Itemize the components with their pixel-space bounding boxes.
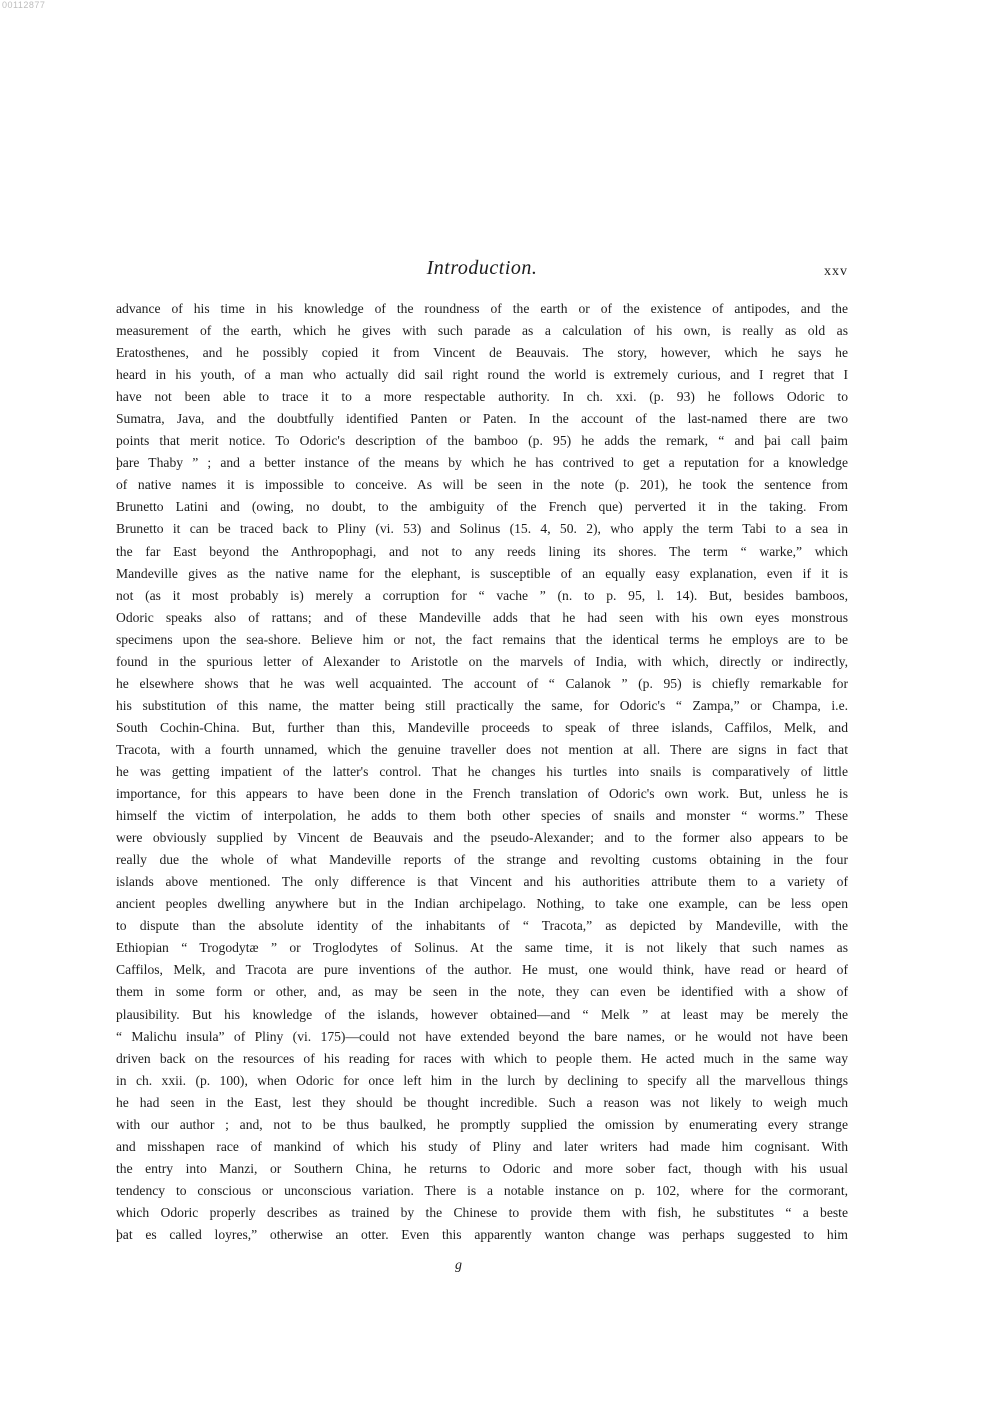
page-number: xxv: [824, 264, 848, 279]
text-line: Eratosthenes, and he possibly copied it from Vincent de Beauvais. The story, however, which he says he: [116, 345, 848, 361]
text-line: points that merit notice. To Odoric's description of the bamboo (p. 95) he adds the remark, “ and þai call þaim: [116, 433, 848, 449]
text-line: and misshapen race of mankind of which his study of Pliny and later writers had made him cognisant. With: [116, 1138, 848, 1154]
text-line: Ethiopian “ Trogodytæ ” or Troglodytes of Solinus. At the same time, it is not likely that such names as: [116, 940, 848, 956]
text-line: in ch. xxii. (p. 100), when Odoric for once left him in the lurch by declining to specify all the marvellous things: [116, 1072, 848, 1088]
text-line: of native names it is impossible to conceive. As will be seen in the note (p. 201), he took the sentence from: [116, 477, 848, 493]
text-line: tendency to conscious or unconscious variation. There is a notable instance on p. 102, where for the cormorant,: [116, 1182, 848, 1198]
text-line: plausibility. But his knowledge of the islands, however obtained—and “ Melk ” at least may be merely the: [116, 1006, 848, 1022]
text-line: Brunetto it can be traced back to Pliny (vi. 53) and Solinus (15. 4, 50. 2), who apply the term Tabi to a sea in: [116, 521, 848, 537]
body-text: [116, 298, 848, 1246]
text-line: with our author ; and, not to be thus baulked, he promptly supplied the omission by enumerating every strange: [116, 1116, 848, 1132]
text-line: “ Malichu insula” of Pliny (vi. 175)—could not have extended beyond the bare names, or he would not have been: [116, 1028, 848, 1044]
text-line: driven back on the resources of his reading for races with which to people them. He acted much in the same way: [116, 1050, 848, 1066]
signature-mark: g: [455, 1258, 462, 1273]
text-line: Tracota, with a fourth unnamed, which the genuine traveller does not mention at all. There are signs in fact that: [116, 741, 848, 757]
text-line: he elsewhere shows that he was well acquainted. The account of “ Calanok ” (p. 95) is chiefly remarkable for: [116, 675, 848, 691]
text-line: the far East beyond the Anthropophagi, and not to any reeds lining its shores. The term “ warke,” which: [116, 543, 848, 559]
text-line: not (as it most probably is) merely a corruption for “ vache ” (n. to p. 95, l. 14). But, besides bamboos,: [116, 587, 848, 603]
text-line: ancient peoples dwelling anywhere but in the Indian archipelago. Nothing, to take one example, can be less open: [116, 896, 848, 912]
text-line: have not been able to trace it to a more respectable authority. In ch. xxi. (p. 93) he follows Odoric to: [116, 389, 848, 405]
running-head: [116, 257, 848, 287]
text-line: his substitution of this name, the matter being still practically the same, for Odoric's “ Zampa,” or Champa, i.e.: [116, 697, 848, 713]
text-line: Odoric speaks also of rattans; and of these Mandeville adds that he had seen with his own eyes monstrous: [116, 609, 848, 625]
text-line: measurement of the earth, which he gives with such parade as a calculation of his own, is really as old as: [116, 323, 848, 339]
text-line: importance, for this appears to have been done in the French translation of Odoric's own work. But, unless he is: [116, 786, 848, 802]
text-line: þat es called loyres,” otherwise an otter. Even this apparently wanton change was perhaps suggested to him: [116, 1226, 848, 1242]
running-title: Introduction.: [426, 257, 538, 279]
text-line: specimens upon the sea-shore. Believe him or not, the fact remains that the identical terms he employs are to be: [116, 631, 848, 647]
text-line: South Cochin-China. But, further than this, Mandeville proceeds to speak of three islands, Caffilos, Melk, and: [116, 719, 848, 735]
text-line: which Odoric properly describes as trained by the Chinese to provide them with fish, he substitutes “ a beste: [116, 1204, 848, 1220]
text-line: islands above mentioned. The only difference is that Vincent and his authorities attribute them to a variety of: [116, 874, 848, 890]
text-line: them in some form or other, and, as may be seen in the note, they can even be identified with a show of: [116, 984, 848, 1000]
text-line: he had seen in the East, lest they should be thought incredible. Such a reason was not likely to weigh much: [116, 1094, 848, 1110]
text-line: Caffilos, Melk, and Tracota are pure inventions of the author. He must, one would think, have read or heard of: [116, 962, 848, 978]
text-line: Brunetto Latini and (owing, no doubt, to the ambiguity of the French que) perverted it in the taking. From: [116, 499, 848, 515]
text-line: himself the victim of interpolation, he adds to them both other species of snails and monster “ worms.” These: [116, 808, 848, 824]
text-line: to dispute than the absolute identity of the inhabitants of “ Tracota,” as depicted by Mandeville, with the: [116, 918, 848, 934]
scan-identifier: 00112877: [2, 0, 46, 10]
text-line: heard in his youth, of a man who actually did sail right round the world is extremely curious, and I regret that I: [116, 367, 848, 383]
text-line: advance of his time in his knowledge of the roundness of the earth or of the existence of antipodes, and the: [116, 301, 848, 316]
text-line: were obviously supplied by Vincent de Beauvais and the pseudo-Alexander; and to the former also appears to be: [116, 830, 848, 846]
text-line: found in the spurious letter of Alexander to Aristotle on the marvels of India, with which, directly or indirectly,: [116, 653, 848, 669]
text-line: he was getting impatient of the latter's control. That he changes his turtles into snails is comparatively of little: [116, 763, 848, 779]
text-line: Mandeville gives as the native name for the elephant, is susceptible of an equally easy explanation, even if it is: [116, 565, 848, 581]
text-line: þare Thaby ” ; and a better instance of the means by which he has contrived to get a reputation for a knowledge: [116, 455, 848, 471]
text-line: Sumatra, Java, and the doubtfully identified Panten or Paten. In the account of the last-named there are two: [116, 411, 848, 427]
text-line: the entry into Manzi, or Southern China, he returns to Odoric and more sober fact, though with his usual: [116, 1160, 848, 1176]
text-line: really due the whole of what Mandeville reports of the strange and revolting customs obtaining in the four: [116, 852, 848, 868]
